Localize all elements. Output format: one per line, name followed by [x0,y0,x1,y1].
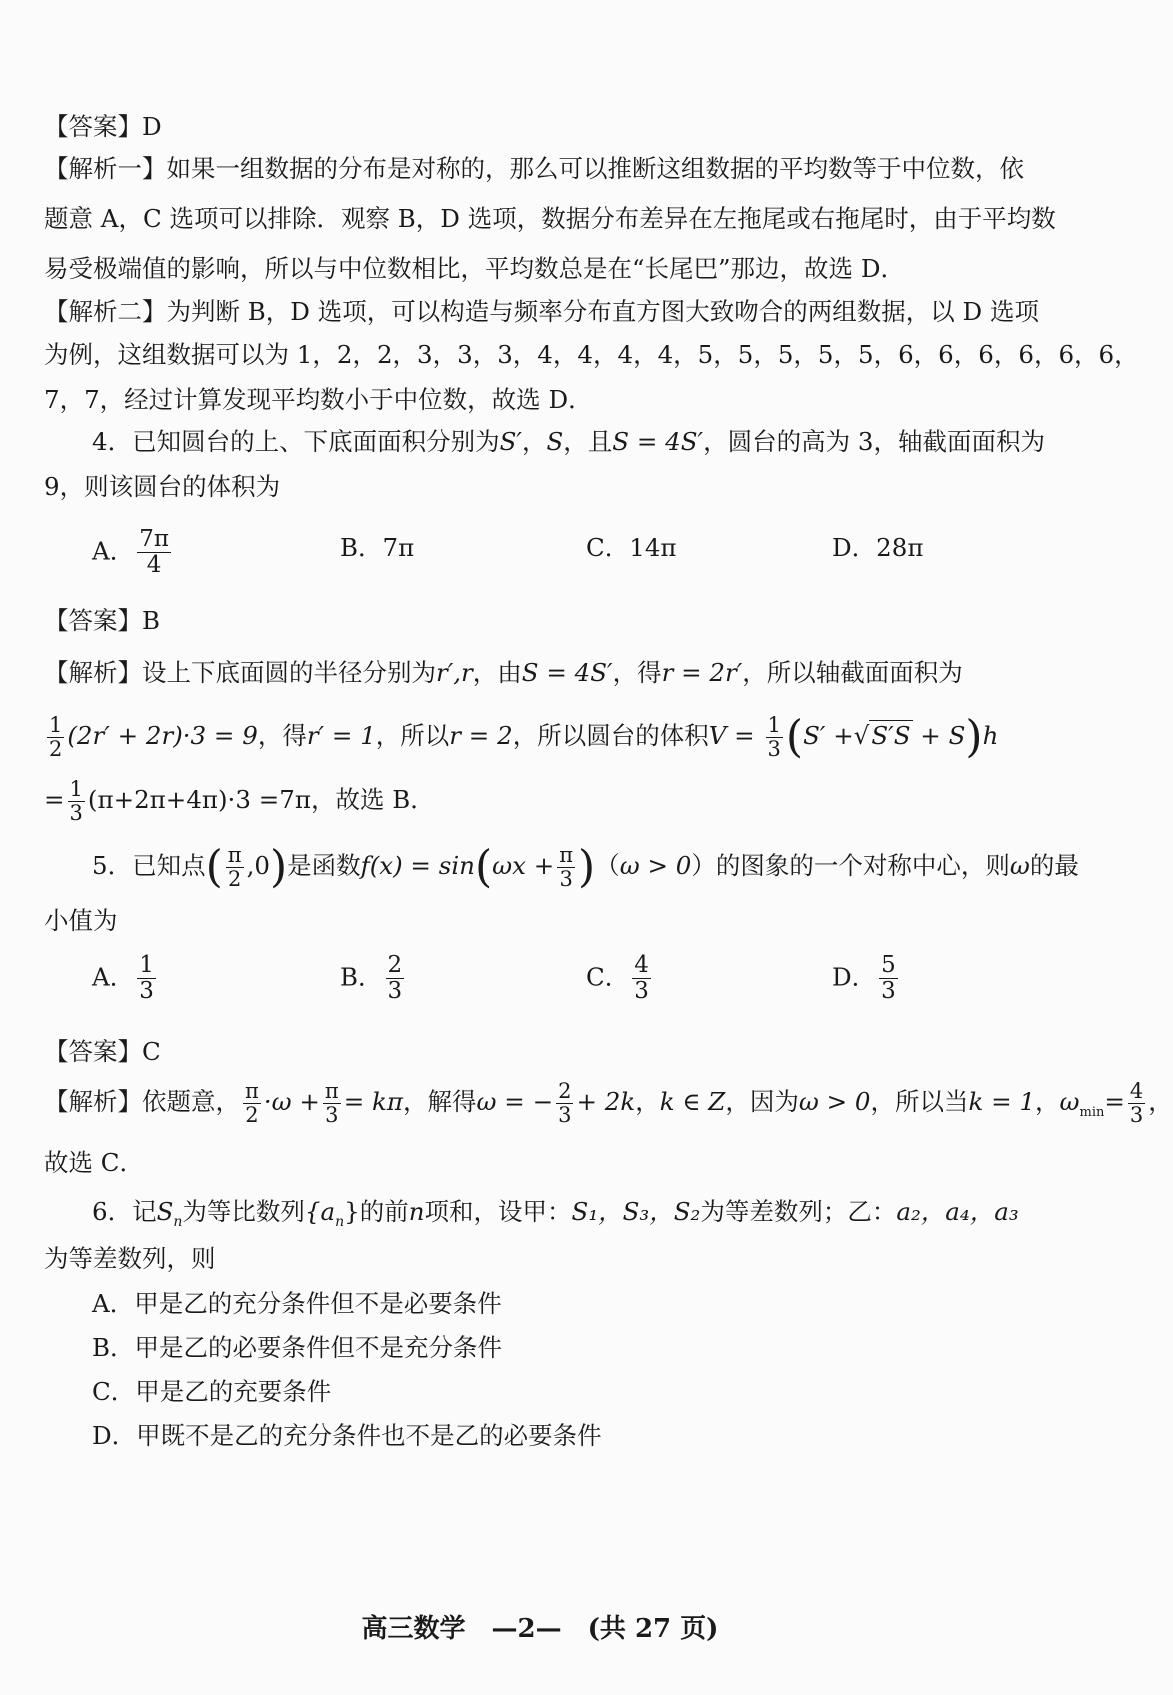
q5-option-d: D． $\frac{5}{3}$ [832,952,896,1005]
page-footer: 高三数学 —2— (共 27 页) [361,1614,719,1644]
q4-option-c: C．14π [586,533,677,562]
q4-answer: 【答案】B [44,606,161,635]
q6-option-b: B．甲是乙的必要条件但不是充分条件 [92,1333,503,1362]
q5-option-a: A． $\frac{1}{3}$ [92,952,154,1005]
q4-option-a: A． $\frac{7\pi}{4}$ [92,526,169,579]
q5-option-b: B． $\frac{2}{3}$ [340,952,403,1005]
q6-option-a: A．甲是乙的充分条件但不是必要条件 [92,1289,502,1318]
q6-option-c: C．甲是乙的充要条件 [92,1377,332,1406]
q4-stem-line2: 9，则该圆台的体积为 [44,472,281,501]
q4-stem-line1: 4．已知圆台的上、下底面面积分别为S′，S，且S = 4S′，圆台的高为 3，轴截面面积为 [92,427,1045,456]
q3-analysis2-line2: 为例，这组数据可以为 1，2，2，3，3，3，4，4，4，4，5，5，5，5，5，6，6，6，6，6，6， [44,340,1139,369]
q4-analysis-line1: 【解析】设上下底面圆的半径分别为r′,r，由S = 4S′，得r = 2r′，所以轴截面面积为 [44,658,963,687]
q5-analysis-line1: 【解析】依题意， $\frac{\pi}{2}$ ·ω + $\frac{\pi}{3}$ = kπ，解得ω = − $\frac{2}{3}$ + 2k，k ∈ Z，因为ω > 0，所以当k = 1，$\omega_{min}=$ $\frac{4}{3}$ ， [44,1078,1173,1127]
q3-analysis1-line2: 题意 A，C 选项可以排除．观察 B，D 选项，数据分布差异在左拖尾或右拖尾时，由于平均数 [44,204,1056,233]
q3-analysis2-line3: 7，7，经过计算发现平均数小于中位数，故选 D． [44,385,593,414]
q4-option-d: D．28π [832,533,924,562]
q3-analysis2-line1: 【解析二】为判断 B，D 选项，可以构造与频率分布直方图大致吻合的两组数据，以 D 选项 [44,297,1039,326]
q5-option-c: C． $\frac{4}{3}$ [586,952,649,1005]
q3-analysis1-line3: 易受极端值的影响，所以与中位数相比，平均数总是在“长尾巴”那边，故选 D． [44,254,905,283]
q5-analysis-line2: 故选 C． [44,1148,145,1177]
q6-stem-line1: 6．记$S_n$为等比数列$\{a_n\}$的前n项和，设甲：S₁，S₃，S₂为等差数列；乙：a₂，a₄，a₃ [92,1197,1019,1230]
q4-option-b: B．7π [340,533,415,562]
q4-analysis-line2: $\frac{1}{2}$ (2r′ + 2r)·3 = 9，得r′ = 1，所以r = 2，所以圆台的体积V = $\frac{1}{3}$ (S′ +√S′S + S)h [49,711,999,763]
q3-answer: 【答案】D [44,112,162,141]
q6-option-d: D．甲既不是乙的充分条件也不是乙的必要条件 [92,1421,602,1450]
q4-analysis-line3: = $\frac{1}{3}$ (π+2π+4π)·3 =7π，故选 B． [44,776,435,825]
q5-answer: 【答案】C [44,1037,161,1066]
q5-stem-line1: 5．已知点( $\frac{\pi}{2}$ ,0)是函数f(x) = sin(ωx + $\frac{\pi}{3}$ )（ω > 0）的图象的一个对称中心，则ω的最 [92,841,1079,893]
q6-stem-line2: 为等差数列，则 [44,1244,216,1273]
q3-analysis1-line1: 【解析一】如果一组数据的分布是对称的，那么可以推断这组数据的平均数等于中位数，依 [44,154,1024,183]
q5-stem-line2: 小值为 [44,906,118,935]
